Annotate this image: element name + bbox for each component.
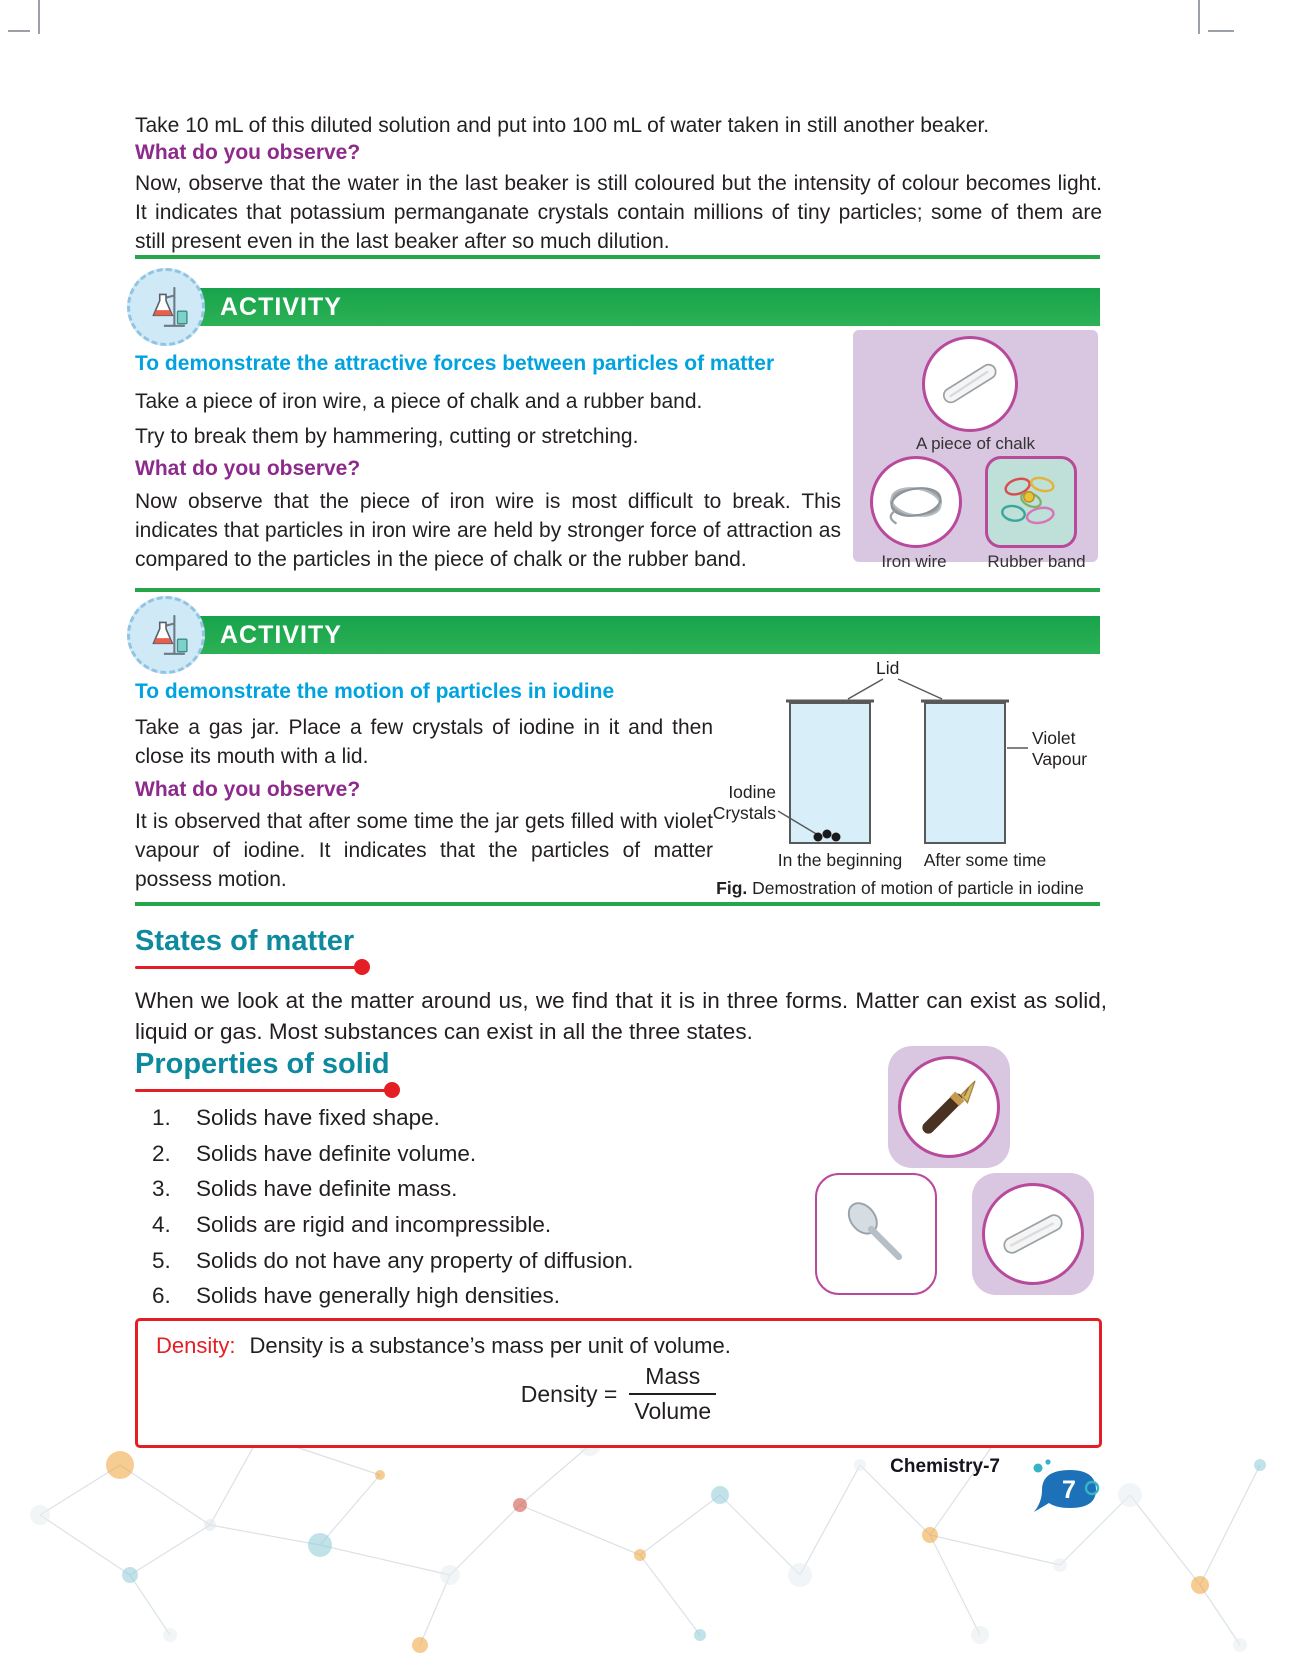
spoon-icon [834, 1192, 918, 1276]
list-item [152, 1211, 792, 1239]
crop-mark [38, 0, 40, 34]
activity-banner-label: ACTIVITY [220, 620, 342, 649]
iron-wire-label: Iron wire [881, 552, 947, 571]
activity1-title: To demonstrate the attractive forces between particles of matter [135, 352, 775, 375]
list-item [152, 1140, 792, 1168]
heading-underline [135, 1089, 387, 1092]
list-item [152, 1175, 792, 1203]
density-formula [156, 1363, 1081, 1425]
list-number: 3. [152, 1176, 171, 1202]
rubber-band-image [985, 456, 1077, 548]
solid-properties-list [152, 1104, 792, 1318]
activity2-step: Take a gas jar. Place a few crystals of iodine in it and then close its mouth with a lid. [135, 716, 713, 768]
chalk-image [922, 336, 1018, 432]
spoon-image-tile [815, 1173, 937, 1295]
heading-underline-dot [384, 1082, 400, 1098]
violet-vapour-label: Violet Vapour [1032, 728, 1088, 769]
green-rule [135, 588, 1100, 592]
rubber-bands-icon [995, 466, 1067, 538]
activity2-observation: It is observed that after some time the jar gets filled with violet vapour of iodine. It indicates that the particles of matter possess motion. [135, 810, 713, 891]
iodine-crystals-label: Iodine Crystals [712, 782, 776, 823]
activity2-title: To demonstrate the motion of particles in iodine [135, 680, 615, 703]
list-number: 4. [152, 1211, 171, 1237]
list-item-text: Solids have definite volume. [196, 1140, 477, 1166]
pen-image-tile [888, 1046, 1010, 1168]
page-number: 7 [1062, 1476, 1076, 1504]
states-of-matter-heading: States of matter [135, 925, 355, 957]
flask-icon [143, 284, 189, 330]
density-definition-box [135, 1318, 1102, 1448]
list-item-text: Solids have generally high densities. [196, 1283, 560, 1309]
flask-icon [143, 612, 189, 658]
chalk-stick-icon [932, 346, 1008, 422]
pen-image [898, 1056, 1000, 1158]
crop-mark [8, 30, 30, 32]
list-number: 1. [152, 1105, 171, 1130]
intro-paragraph: Now, observe that the water in the last beaker is still coloured but the intensity of colour becomes light. It indicates that potassium permanganate crystals contain millions of tiny particles; some of them are still present even in the last beaker after so much dilution. [135, 172, 1102, 253]
activity1-step2: Try to break them by hammering, cutting or stretching. [135, 425, 639, 448]
chalk-rod-image-tile [972, 1173, 1094, 1295]
formula-fraction [629, 1363, 716, 1425]
observe-question: What do you observe? [135, 778, 361, 801]
intro-sentence: Take 10 mL of this diluted solution and put into 100 mL of water taken in still another beaker. [135, 114, 990, 137]
lid-label: Lid [876, 658, 900, 678]
iron-wire-icon [880, 466, 952, 538]
activity-banner-label: ACTIVITY [220, 292, 342, 321]
crop-mark [1198, 0, 1200, 34]
iron-wire-image [870, 456, 962, 548]
list-item [152, 1282, 792, 1310]
book-title: Chemistry-7 [890, 1456, 1000, 1477]
activity1-step1: Take a piece of iron wire, a piece of chalk and a rubber band. [135, 390, 703, 413]
list-item-text: Solids do not have any property of diffusion. [196, 1247, 634, 1273]
green-rule [135, 255, 1100, 259]
after-label: After some time [923, 850, 1047, 870]
list-item-text: Solids have fixed shape. [196, 1105, 440, 1130]
activity1-observation: Now observe that the piece of iron wire is most difficult to break. This indicates that particles in iron wire are held by stronger force of attraction as compared to the particles in the piece of chalk or the rubber band. [135, 490, 841, 571]
chalk-rod-icon [995, 1196, 1071, 1272]
green-rule [135, 902, 1100, 906]
list-number: 2. [152, 1140, 171, 1166]
chalk-label: A piece of chalk [915, 434, 1036, 453]
formula-numerator: Mass [629, 1363, 716, 1395]
list-number: 6. [152, 1283, 171, 1309]
list-number: 5. [152, 1247, 171, 1273]
activity-flask-icon [127, 596, 205, 674]
states-paragraph: When we look at the matter around us, we find that it is in three forms. Matter can exist as solid, liquid or gas. Most substances can exist in all the three states. [135, 988, 1107, 1045]
heading-underline [135, 966, 357, 969]
list-item [152, 1247, 792, 1275]
pen-icon [911, 1069, 987, 1145]
beginning-label: In the beginning [777, 850, 903, 870]
materials-panel [853, 330, 1098, 571]
density-definition-text: Density is a substance’s mass per unit of volume. [249, 1333, 731, 1358]
activity-banner [186, 616, 1100, 654]
crop-mark [1208, 30, 1234, 32]
list-item-text: Solids have definite mass. [196, 1176, 458, 1202]
rubber-band-label: Rubber band [987, 552, 1086, 571]
list-item-text: Solids are rigid and incompressible. [196, 1211, 552, 1237]
figure-caption-prefix: Fig. [716, 878, 748, 898]
properties-of-solid-heading: Properties of solid [135, 1048, 390, 1080]
formula-denominator: Volume [634, 1398, 712, 1424]
list-item [152, 1104, 792, 1132]
observe-question: What do you observe? [135, 457, 361, 480]
activity-flask-icon [127, 268, 205, 346]
formula-lhs: Density = [520, 1380, 618, 1407]
density-definition [156, 1333, 1081, 1359]
activity-banner [186, 288, 1100, 326]
figure-caption-text: Demostration of motion of particle in iodine [747, 878, 1084, 898]
heading-underline-dot [354, 959, 370, 975]
observe-question: What do you observe? [135, 141, 361, 164]
page-number-badge [1022, 1458, 1106, 1518]
chalk-rod-image [982, 1183, 1084, 1285]
density-term: Density: [156, 1333, 236, 1358]
figure-caption [700, 878, 1100, 899]
